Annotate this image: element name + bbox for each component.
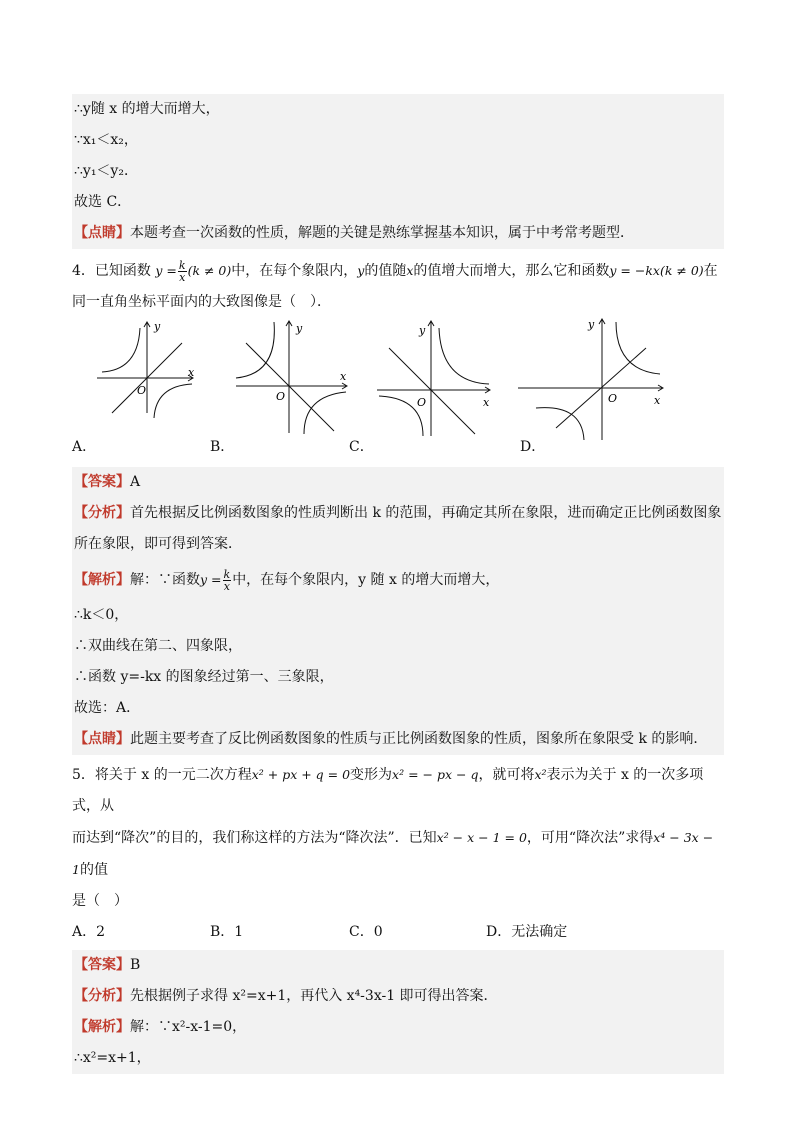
q5-text-4: 表示为关于 x 的一次多项式，从	[72, 767, 704, 814]
q5-text-2: 变形为	[350, 767, 393, 783]
q4-fig-d-y: y	[588, 318, 595, 331]
q4-answer	[72, 467, 724, 498]
q4-solution	[72, 560, 724, 600]
q4-option-a: A．	[72, 439, 97, 455]
q5-eq-4: x² − x − 1 = 0	[436, 830, 527, 845]
q5-text-1: 将关于 x 的一元二次方程	[94, 767, 252, 783]
q5-solution	[72, 1012, 724, 1043]
q4-figure-a	[92, 318, 202, 418]
q4-solution-y: y =	[200, 572, 222, 587]
q4-figures	[72, 318, 724, 463]
q4-solution-line-5: 故选：A．	[72, 693, 724, 724]
q5-solution-line-2: ∴x²=x+1，	[72, 1043, 724, 1074]
q4-fig-a-x: x	[188, 366, 195, 379]
q4-analysis	[72, 498, 724, 529]
q4-solution-tag: 【解析】	[74, 572, 130, 588]
q4-text-1: 已知函数	[94, 263, 151, 279]
q4-yvar: y	[357, 263, 365, 278]
q4-figure-c	[375, 318, 495, 438]
q5-text-7: 的值	[79, 862, 108, 878]
q5-option-c: C．0	[349, 924, 383, 940]
q4-func2: y = −kx(k ≠ 0)	[609, 263, 704, 278]
q4-text-5: 在	[703, 263, 718, 279]
q4-stem-2: 同一直角坐标平面内的大致图像是（ ）．	[72, 294, 331, 310]
prev-line-4: 故选 C．	[72, 187, 724, 218]
q4-text-2: 中，在每个象限内，	[231, 263, 358, 279]
q5-analysis	[72, 981, 724, 1012]
q4-solution-den: x	[223, 579, 230, 593]
q5-answer-tag: 【答案】	[74, 957, 130, 973]
q4-analysis-text: 首先根据反比例函数图象的性质判断出 k 的范围，再确定其所在象限，进而确定正比例函数图象	[130, 505, 722, 521]
q4-option-d: D．	[520, 439, 546, 455]
q4-solution-num: k	[223, 567, 231, 581]
q4-fig-c-o: O	[417, 396, 427, 409]
q4-comment-text: 此题主要考查了反比例函数图象的性质与正比例函数图象的性质，图象所在象限受 k 的影响．	[130, 731, 708, 747]
prev-line-2: ∵x₁＜x₂，	[72, 125, 724, 156]
prev-line-1: ∴y随 x 的增大而增大，	[72, 94, 724, 125]
q4-comment-tag: 【点睛】	[74, 731, 130, 747]
q4-text-4: 的值增大而增大，那么它和函数	[413, 263, 610, 279]
q4-answer-value: A	[130, 474, 141, 490]
q4-solution-line-4: ∴函数 y=-kx 的图象经过第一、三象限，	[72, 662, 724, 693]
q4-fig-a-y: y	[154, 320, 161, 333]
q4-analysis-tag: 【分析】	[74, 505, 130, 521]
q4-func1-fraction	[178, 260, 187, 283]
q4-option-b: B．	[210, 439, 235, 455]
q4-comment	[72, 724, 724, 755]
q5-answer	[72, 950, 724, 981]
prev-comment-text: 本题考查一次函数的性质，解题的关键是熟练掌握基本知识，属于中考常考题型．	[130, 225, 634, 241]
q4-fig-a-o: O	[137, 384, 147, 397]
q5-eq-1: x² + px + q = 0	[251, 767, 351, 782]
q4-solution-a: 解：∵函数	[130, 572, 200, 588]
q4-func1-num: k	[178, 258, 186, 272]
q4-analysis-2: 所在象限，即可得到答案．	[72, 529, 724, 560]
q5-eq-2: x² = − px − q	[392, 767, 479, 782]
q4-option-c: C．	[349, 439, 374, 455]
q5-text-3: ，就可将	[478, 767, 535, 783]
q4-figure-b	[234, 318, 354, 438]
q5-option-d: D．无法确定	[486, 924, 568, 940]
q5-answer-value: B	[130, 957, 141, 973]
q5-stem-3: 是（ ）	[72, 893, 128, 909]
prev-line-3: ∴y₁＜y₂．	[72, 156, 724, 187]
q5-text-6: ，可用“降次法”求得	[526, 830, 654, 846]
q4-text-3: 的值随	[364, 263, 407, 279]
q4-solution-line-3: ∴双曲线在第二、四象限，	[72, 631, 724, 662]
q4-func1-y: y =	[155, 263, 177, 278]
q4-number: 4．	[72, 263, 95, 279]
q4-func1-cond: (k ≠ 0)	[187, 263, 232, 278]
q4-xvar: x	[406, 263, 414, 278]
q4-fig-d-x: x	[654, 394, 661, 407]
q5-stem-2	[72, 822, 724, 886]
q4-solution-fraction	[223, 569, 232, 592]
q5-options	[72, 917, 724, 948]
q5-stem-1	[72, 755, 724, 822]
q5-eq-5: x⁴ − 3x − 1	[72, 830, 714, 877]
prev-comment	[72, 218, 724, 249]
q5-solution-tag: 【解析】	[74, 1019, 130, 1035]
q4-stem	[72, 249, 724, 287]
q5-option-a: A．2	[72, 924, 106, 940]
q5-eq-3: x²	[534, 767, 547, 782]
q5-solution-text: 解：∵x²-x-1=0，	[130, 1019, 247, 1035]
q4-fig-b-x: x	[340, 370, 347, 383]
q4-answer-tag: 【答案】	[74, 474, 130, 490]
page	[72, 94, 724, 1074]
q4-fig-d-o: O	[608, 392, 618, 405]
q5-text-5: 而达到“降次”的目的，我们称这样的方法为“降次法”．已知	[72, 830, 437, 846]
q4-figure-d	[516, 318, 666, 443]
q4-fig-c-y: y	[419, 324, 426, 337]
q4-fig-b-o: O	[276, 390, 286, 403]
q5-number: 5．	[72, 767, 95, 783]
q5-option-b: B．1	[210, 924, 244, 940]
q5-analysis-tag: 【分析】	[74, 988, 130, 1004]
q5-analysis-text: 先根据例子求得 x²=x+1，再代入 x⁴-3x-1 即可得出答案．	[130, 988, 498, 1004]
q4-solution-b: 中，在每个象限内，y 随 x 的增大而增大，	[232, 572, 500, 588]
q4-fig-b-y: y	[296, 322, 303, 335]
prev-comment-tag: 【点睛】	[74, 225, 130, 241]
q4-func1-den: x	[179, 270, 186, 284]
q4-solution-line-2: ∴k＜0，	[72, 600, 724, 631]
q4-fig-c-x: x	[483, 396, 490, 409]
